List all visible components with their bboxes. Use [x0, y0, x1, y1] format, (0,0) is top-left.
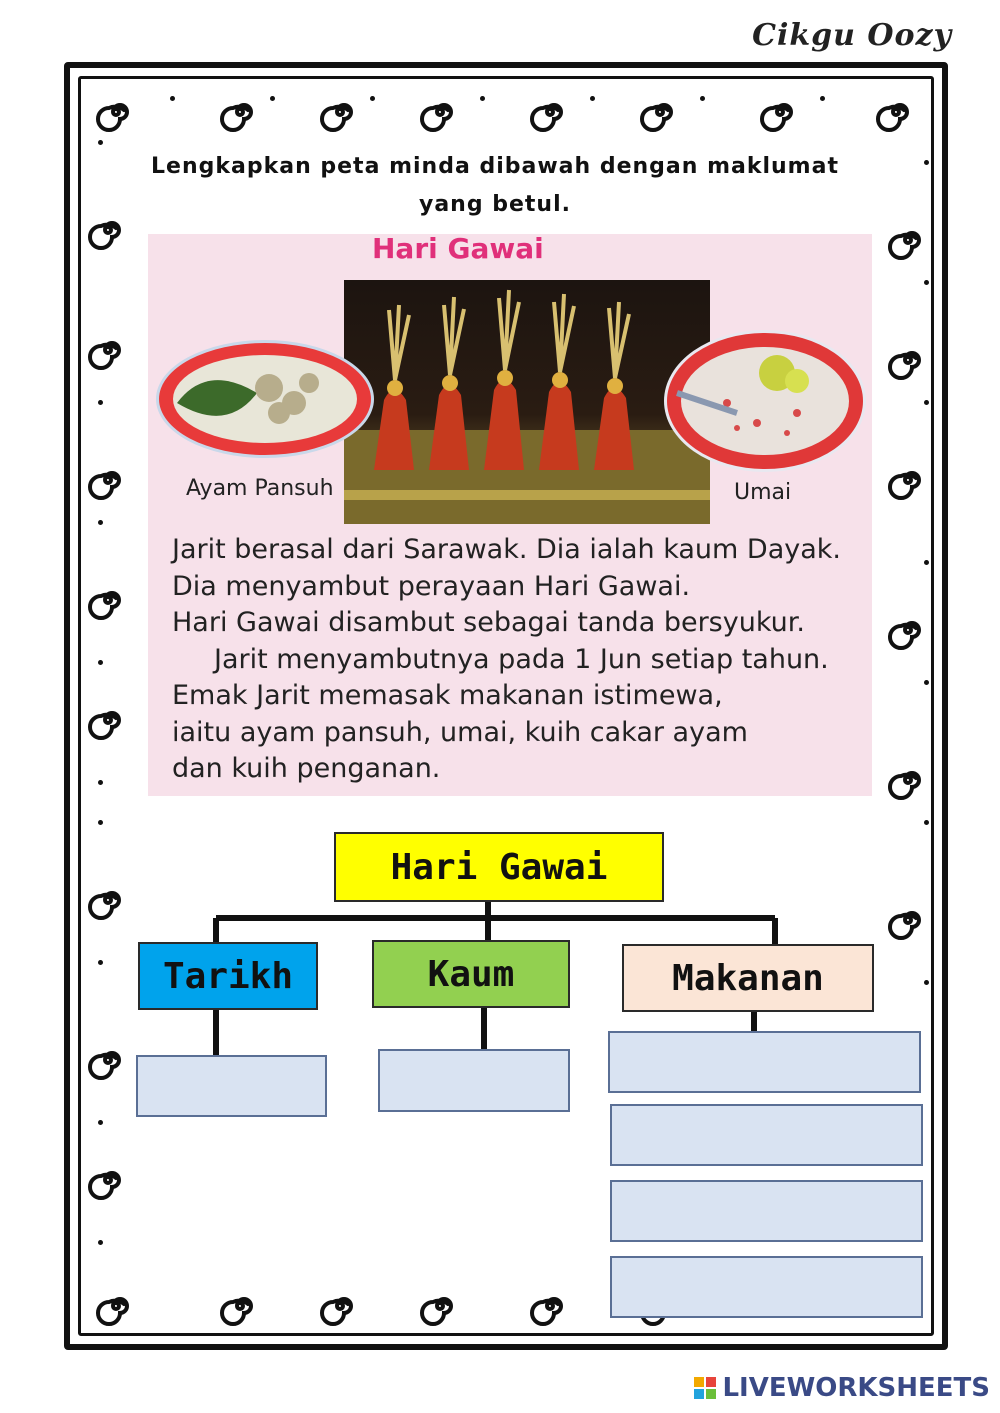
story-line: Jarit berasal dari Sarawak. Dia ialah kaum Dayak.	[172, 534, 841, 565]
answer-kaum[interactable]	[378, 1049, 570, 1112]
branch-tarikh: Tarikh	[138, 942, 318, 1010]
story-title: Hari Gawai	[372, 232, 544, 265]
caption-umai: Umai	[734, 480, 792, 505]
answer-makanan-3[interactable]	[610, 1180, 923, 1242]
story-line: dan kuih penganan.	[172, 753, 441, 784]
answer-makanan-4[interactable]	[610, 1256, 923, 1318]
instruction-text: Lengkapkan peta minda dibawah dengan maklumat yang betul.	[151, 154, 839, 217]
answer-makanan-2[interactable]	[610, 1104, 923, 1166]
answer-tarikh[interactable]	[136, 1055, 327, 1117]
liveworksheets-logo-icon	[694, 1377, 716, 1399]
watermark-text: LIVEWORKSHEETS	[722, 1373, 990, 1403]
caption-ayam-pansuh: Ayam Pansuh	[186, 476, 334, 501]
branch-makanan: Makanan	[622, 944, 874, 1012]
branch-kaum: Kaum	[372, 940, 570, 1008]
story-line: Dia menyambut perayaan Hari Gawai.	[172, 570, 691, 602]
story-line: Emak Jarit memasak makanan istimewa,	[172, 680, 723, 711]
story-line: Hari Gawai disambut sebagai tanda bersyukur.	[172, 607, 805, 638]
mindmap-root: Hari Gawai	[334, 832, 664, 902]
watermark	[694, 1373, 990, 1403]
story-line: iaitu ayam pansuh, umai, kuih cakar ayam	[172, 716, 748, 748]
author-signature: Cikgu Oozy	[752, 18, 952, 53]
answer-makanan-1[interactable]	[608, 1031, 921, 1093]
story-line: Jarit menyambutnya pada 1 Jun setiap tahun.	[214, 643, 829, 675]
